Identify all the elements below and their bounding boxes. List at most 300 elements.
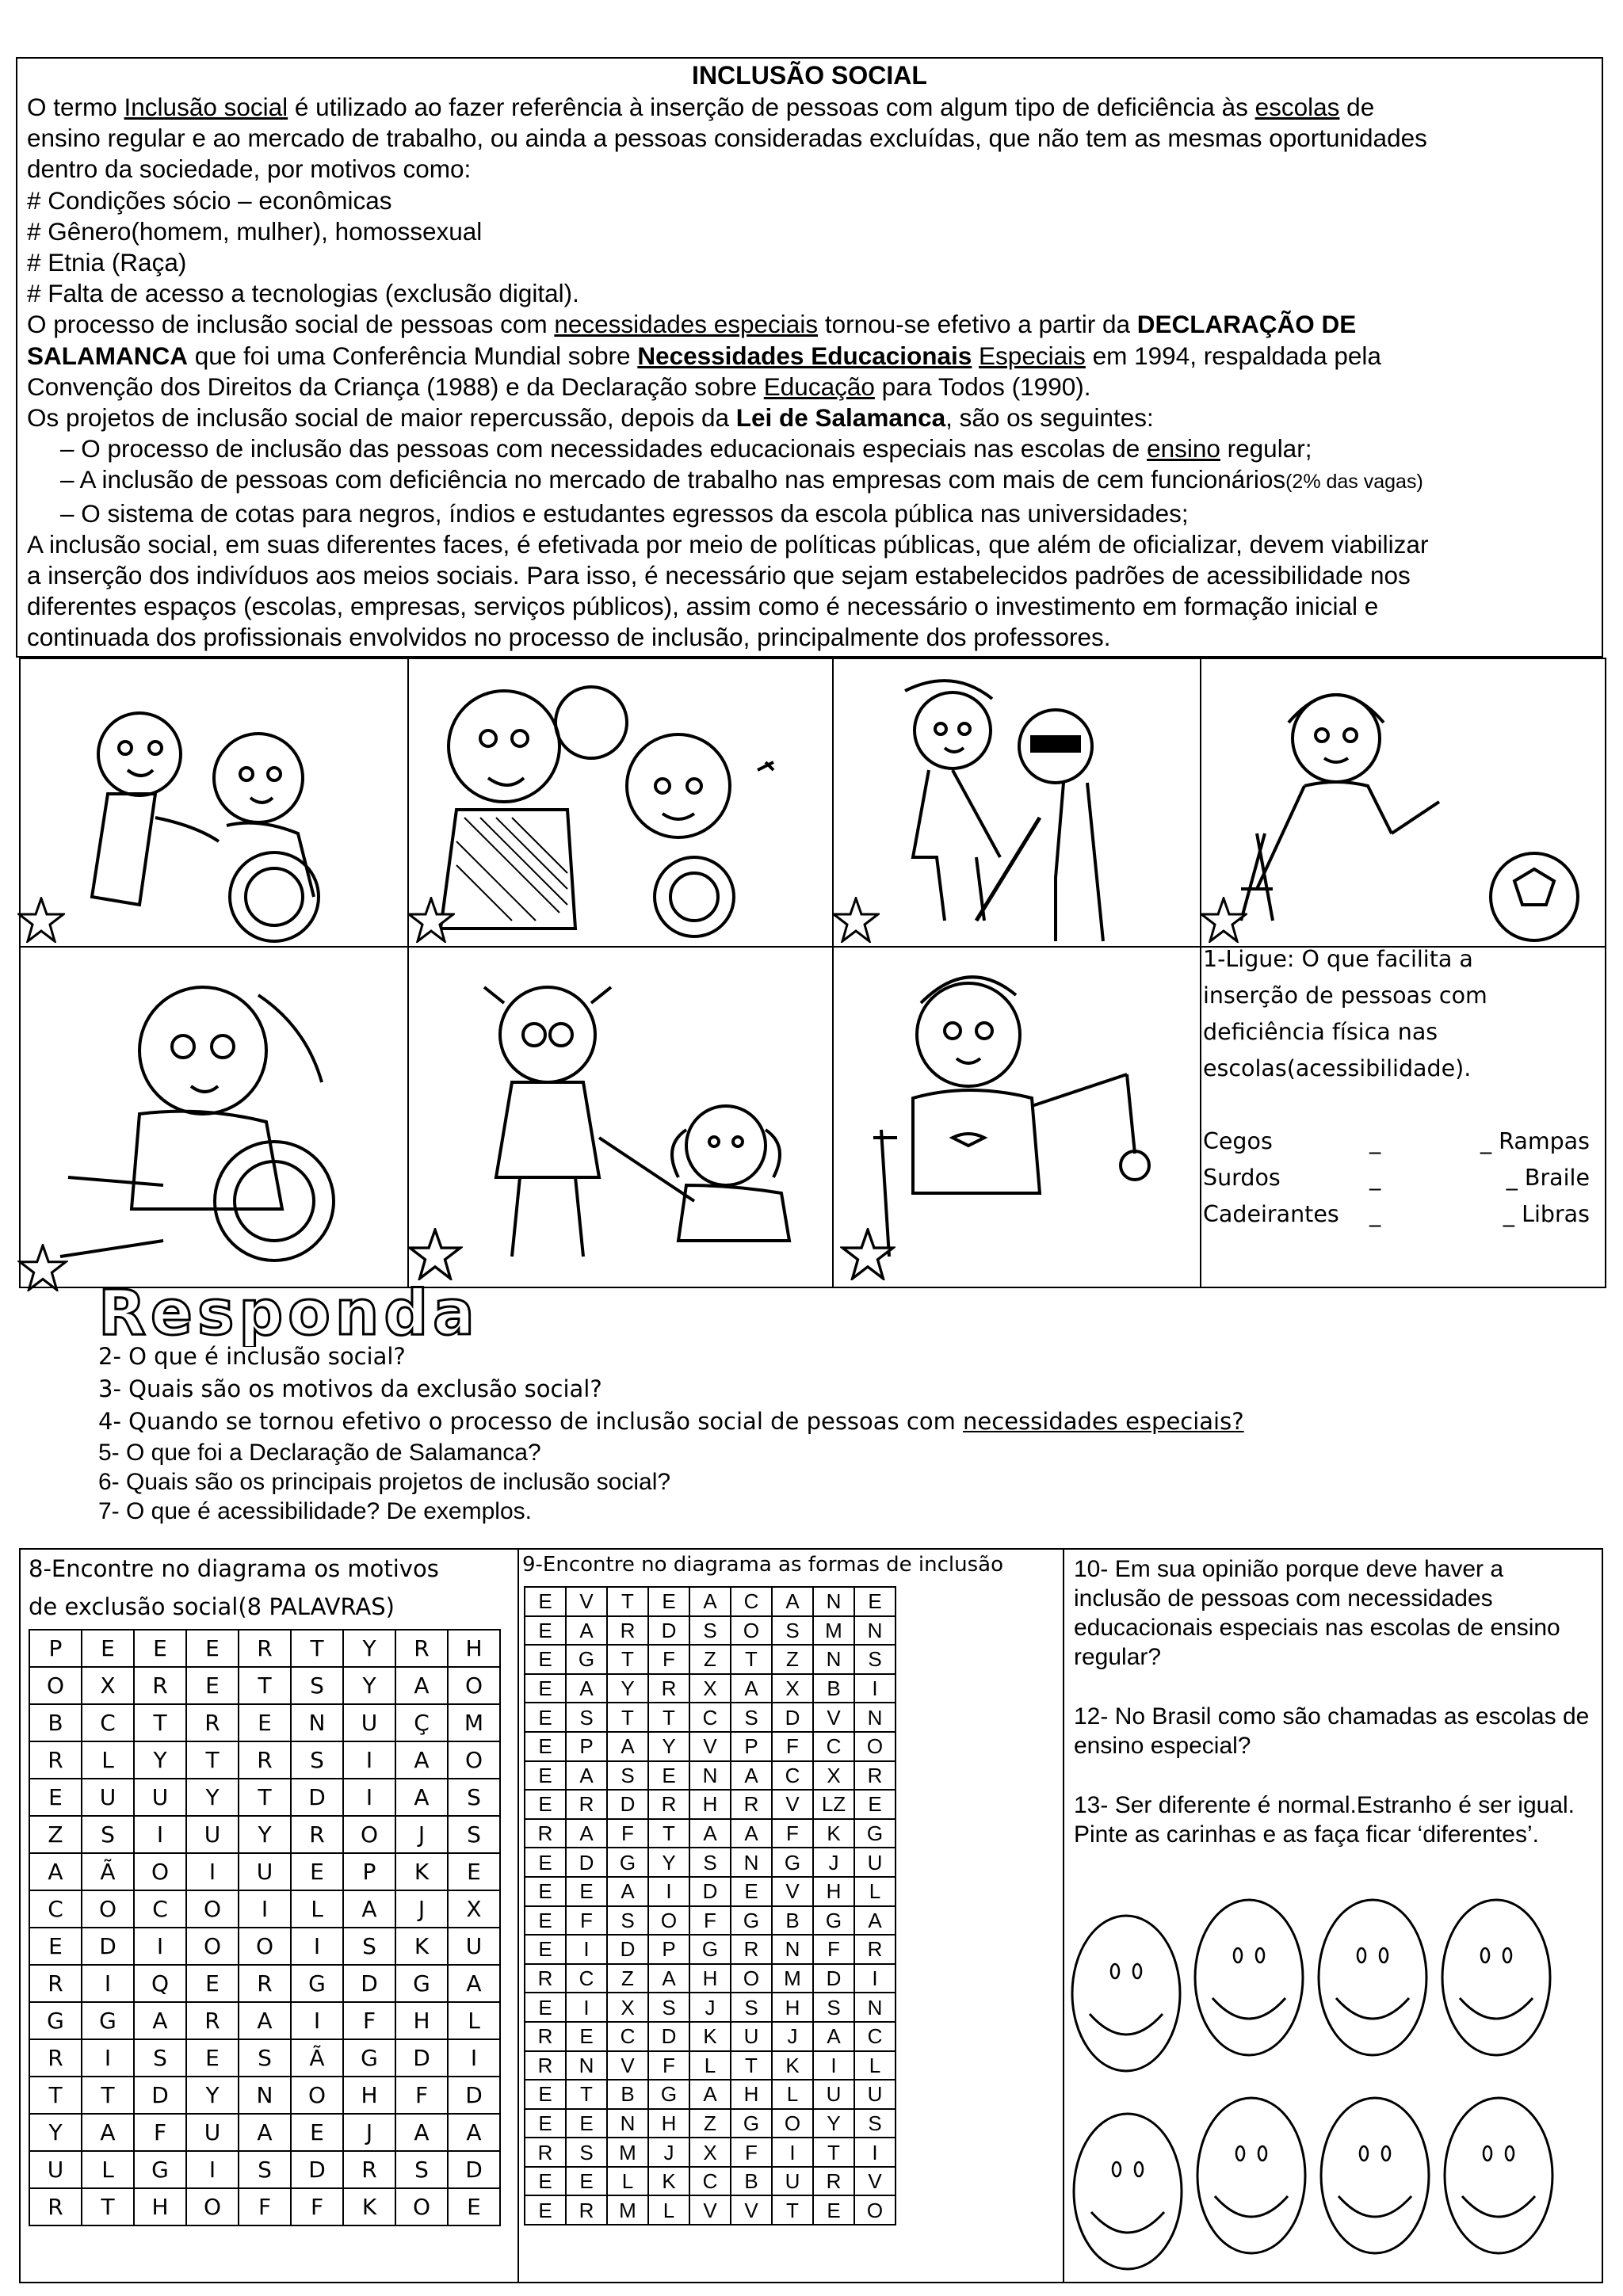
- grid-cell[interactable]: U: [448, 1928, 500, 1965]
- grid-cell[interactable]: J: [395, 1890, 448, 1928]
- grid-cell[interactable]: K: [648, 2167, 689, 2196]
- grid-cell[interactable]: C: [689, 1703, 731, 1732]
- grid-cell[interactable]: G: [343, 2039, 395, 2077]
- grid-cell[interactable]: A: [395, 1667, 448, 1704]
- grid-cell[interactable]: I: [566, 1935, 607, 1964]
- smiley-face[interactable]: [1319, 1900, 1426, 2055]
- grid-cell[interactable]: A: [29, 1853, 82, 1890]
- grid-cell[interactable]: M: [772, 1964, 813, 1993]
- grid-cell[interactable]: R: [607, 1616, 648, 1646]
- smiley-face[interactable]: [1195, 1900, 1303, 2055]
- grid-cell[interactable]: I: [343, 1741, 395, 1779]
- grid-cell[interactable]: A: [566, 1674, 607, 1703]
- grid-cell[interactable]: G: [689, 1935, 731, 1964]
- grid-cell[interactable]: D: [648, 2022, 689, 2051]
- match-row[interactable]: [1203, 1123, 1599, 1160]
- grid-cell[interactable]: Y: [134, 1741, 186, 1779]
- grid-cell[interactable]: F: [648, 1645, 689, 1674]
- grid-cell[interactable]: I: [566, 1993, 607, 2022]
- grid-cell[interactable]: N: [239, 2077, 291, 2114]
- grid-cell[interactable]: X: [82, 1667, 134, 1704]
- grid-cell[interactable]: Y: [607, 1674, 648, 1703]
- grid-cell[interactable]: T: [291, 1630, 343, 1667]
- grid-cell[interactable]: O: [448, 1741, 500, 1779]
- grid-cell[interactable]: L: [648, 2195, 689, 2225]
- grid-cell[interactable]: O: [772, 2109, 813, 2138]
- grid-cell[interactable]: C: [689, 2167, 731, 2196]
- grid-cell[interactable]: N: [566, 2051, 607, 2081]
- grid-cell[interactable]: B: [813, 1674, 854, 1703]
- grid-cell[interactable]: A: [689, 1587, 731, 1616]
- grid-cell[interactable]: R: [239, 1741, 291, 1779]
- grid-cell[interactable]: F: [607, 1819, 648, 1848]
- grid-cell[interactable]: I: [134, 1816, 186, 1853]
- grid-cell[interactable]: E: [82, 1630, 134, 1667]
- smiley-face[interactable]: [1197, 2098, 1305, 2253]
- grid-cell[interactable]: E: [134, 1630, 186, 1667]
- grid-cell[interactable]: L: [854, 2051, 896, 2081]
- grid-cell[interactable]: D: [291, 2151, 343, 2188]
- grid-cell[interactable]: L: [689, 2051, 731, 2081]
- grid-cell[interactable]: F: [395, 2077, 448, 2114]
- grid-cell[interactable]: U: [186, 1816, 239, 1853]
- grid-cell[interactable]: T: [134, 1704, 186, 1741]
- grid-cell[interactable]: Z: [689, 2109, 731, 2138]
- grid-cell[interactable]: P: [648, 1935, 689, 1964]
- grid-cell[interactable]: N: [854, 1993, 896, 2022]
- grid-cell[interactable]: G: [607, 1848, 648, 1877]
- grid-cell[interactable]: E: [648, 1761, 689, 1791]
- grid-cell[interactable]: I: [134, 1928, 186, 1965]
- grid-cell[interactable]: Y: [813, 2109, 854, 2138]
- match-row[interactable]: [1203, 1196, 1599, 1233]
- match-blank[interactable]: _: [1369, 1201, 1381, 1227]
- grid-cell[interactable]: N: [772, 1935, 813, 1964]
- grid-cell[interactable]: E: [291, 1853, 343, 1890]
- grid-cell[interactable]: F: [291, 2188, 343, 2225]
- grid-cell[interactable]: C: [566, 1964, 607, 1993]
- grid-cell[interactable]: R: [854, 1761, 896, 1791]
- grid-cell[interactable]: B: [731, 2167, 772, 2196]
- grid-cell[interactable]: Z: [689, 1645, 731, 1674]
- grid-cell[interactable]: S: [731, 1703, 772, 1732]
- grid-cell[interactable]: N: [854, 1703, 896, 1732]
- grid-cell[interactable]: G: [813, 1906, 854, 1936]
- grid-cell[interactable]: R: [854, 1935, 896, 1964]
- grid-cell[interactable]: P: [343, 1853, 395, 1890]
- grid-cell[interactable]: R: [566, 2195, 607, 2225]
- grid-cell[interactable]: Z: [772, 1645, 813, 1674]
- grid-cell[interactable]: E: [525, 2167, 566, 2196]
- grid-cell[interactable]: V: [813, 1703, 854, 1732]
- grid-cell[interactable]: V: [689, 1732, 731, 1761]
- grid-cell[interactable]: E: [566, 2167, 607, 2196]
- grid-cell[interactable]: R: [525, 1964, 566, 1993]
- link-especiais[interactable]: Especiais: [979, 341, 1086, 370]
- grid-cell[interactable]: K: [772, 2051, 813, 2081]
- grid-cell[interactable]: G: [731, 2109, 772, 2138]
- grid-cell[interactable]: R: [29, 1741, 82, 1779]
- grid-cell[interactable]: D: [291, 1779, 343, 1816]
- smiley-face[interactable]: [1442, 1900, 1550, 2055]
- grid-cell[interactable]: E: [525, 1935, 566, 1964]
- grid-cell[interactable]: E: [29, 1779, 82, 1816]
- grid-cell[interactable]: P: [29, 1630, 82, 1667]
- grid-cell[interactable]: T: [813, 2138, 854, 2167]
- grid-cell[interactable]: V: [607, 2051, 648, 2081]
- grid-cell[interactable]: U: [854, 1848, 896, 1877]
- grid-cell[interactable]: E: [525, 1848, 566, 1877]
- grid-cell[interactable]: S: [566, 1703, 607, 1732]
- grid-cell[interactable]: M: [813, 1616, 854, 1646]
- grid-cell[interactable]: A: [134, 2002, 186, 2039]
- grid-cell[interactable]: A: [607, 1877, 648, 1906]
- grid-cell[interactable]: S: [134, 2039, 186, 2077]
- grid-cell[interactable]: T: [82, 2077, 134, 2114]
- grid-cell[interactable]: D: [648, 1616, 689, 1646]
- grid-cell[interactable]: O: [648, 1906, 689, 1936]
- grid-cell[interactable]: R: [525, 2138, 566, 2167]
- grid-cell[interactable]: I: [854, 1674, 896, 1703]
- grid-cell[interactable]: S: [239, 2039, 291, 2077]
- grid-cell[interactable]: E: [291, 2114, 343, 2151]
- grid-cell[interactable]: O: [239, 1928, 291, 1965]
- grid-cell[interactable]: Ã: [291, 2039, 343, 2077]
- grid-cell[interactable]: A: [689, 2080, 731, 2109]
- grid-cell[interactable]: T: [239, 1779, 291, 1816]
- grid-cell[interactable]: E: [525, 1587, 566, 1616]
- grid-cell[interactable]: H: [813, 1877, 854, 1906]
- grid-cell[interactable]: A: [395, 1741, 448, 1779]
- grid-cell[interactable]: O: [82, 1890, 134, 1928]
- grid-cell[interactable]: T: [607, 1703, 648, 1732]
- grid-cell[interactable]: M: [607, 2138, 648, 2167]
- grid-cell[interactable]: H: [731, 2080, 772, 2109]
- grid-cell[interactable]: T: [607, 1587, 648, 1616]
- grid-cell[interactable]: J: [689, 1993, 731, 2022]
- grid-cell[interactable]: E: [525, 1906, 566, 1936]
- grid-cell[interactable]: J: [395, 1816, 448, 1853]
- grid-cell[interactable]: V: [854, 2167, 896, 2196]
- grid-cell[interactable]: A: [731, 1761, 772, 1791]
- grid-cell[interactable]: K: [395, 1928, 448, 1965]
- grid-cell[interactable]: R: [186, 1704, 239, 1741]
- grid-cell[interactable]: I: [291, 2002, 343, 2039]
- grid-cell[interactable]: F: [813, 1935, 854, 1964]
- grid-cell[interactable]: T: [29, 2077, 82, 2114]
- grid-cell[interactable]: H: [772, 1993, 813, 2022]
- grid-cell[interactable]: A: [566, 1616, 607, 1646]
- grid-cell[interactable]: A: [854, 1906, 896, 1936]
- grid-cell[interactable]: O: [448, 1667, 500, 1704]
- grid-cell[interactable]: A: [448, 2114, 500, 2151]
- grid-cell[interactable]: N: [731, 1848, 772, 1877]
- grid-cell[interactable]: R: [525, 1819, 566, 1848]
- grid-cell[interactable]: F: [772, 1732, 813, 1761]
- grid-cell[interactable]: E: [186, 1667, 239, 1704]
- grid-cell[interactable]: F: [566, 1906, 607, 1936]
- grid-cell[interactable]: E: [186, 1630, 239, 1667]
- grid-cell[interactable]: R: [239, 1630, 291, 1667]
- smiley-face[interactable]: [1072, 1916, 1180, 2071]
- grid-cell[interactable]: F: [689, 1906, 731, 1936]
- grid-cell[interactable]: S: [448, 1816, 500, 1853]
- grid-cell[interactable]: D: [772, 1703, 813, 1732]
- grid-cell[interactable]: D: [607, 1935, 648, 1964]
- grid-cell[interactable]: Ã: [82, 1853, 134, 1890]
- grid-cell[interactable]: E: [525, 1877, 566, 1906]
- grid-cell[interactable]: R: [29, 2188, 82, 2225]
- smiley-face[interactable]: [1074, 2114, 1182, 2269]
- grid-cell[interactable]: R: [29, 1965, 82, 2002]
- grid-cell[interactable]: C: [607, 2022, 648, 2051]
- grid-cell[interactable]: O: [186, 2188, 239, 2225]
- grid-cell[interactable]: F: [772, 1819, 813, 1848]
- grid-cell[interactable]: E: [648, 1587, 689, 1616]
- grid-cell[interactable]: C: [854, 2022, 896, 2051]
- link-inclusao-social[interactable]: Inclusão social: [124, 93, 288, 121]
- grid-cell[interactable]: K: [395, 1853, 448, 1890]
- grid-cell[interactable]: I: [82, 1965, 134, 2002]
- grid-cell[interactable]: B: [772, 1906, 813, 1936]
- grid-cell[interactable]: N: [291, 1704, 343, 1741]
- grid-cell[interactable]: U: [82, 1779, 134, 1816]
- grid-cell[interactable]: G: [82, 2002, 134, 2039]
- grid-cell[interactable]: R: [134, 1667, 186, 1704]
- match-row[interactable]: [1203, 1160, 1599, 1196]
- grid-cell[interactable]: Y: [186, 2077, 239, 2114]
- grid-cell[interactable]: Z: [29, 1816, 82, 1853]
- grid-cell[interactable]: R: [186, 2002, 239, 2039]
- grid-cell[interactable]: S: [689, 1616, 731, 1646]
- grid-cell[interactable]: Y: [29, 2114, 82, 2151]
- link-necessidades-especiais-q4[interactable]: necessidades especiais?: [963, 1408, 1244, 1435]
- grid-cell[interactable]: B: [29, 1704, 82, 1741]
- grid-cell[interactable]: S: [854, 2109, 896, 2138]
- grid-cell[interactable]: S: [343, 1928, 395, 1965]
- grid-cell[interactable]: E: [186, 2039, 239, 2077]
- grid-cell[interactable]: D: [395, 2039, 448, 2077]
- grid-cell[interactable]: A: [395, 2114, 448, 2151]
- grid-cell[interactable]: T: [607, 1645, 648, 1674]
- grid-cell[interactable]: E: [525, 1732, 566, 1761]
- link-educacao[interactable]: Educação: [763, 372, 875, 401]
- grid-cell[interactable]: O: [186, 1928, 239, 1965]
- link-escolas[interactable]: escolas: [1254, 93, 1340, 121]
- grid-cell[interactable]: R: [239, 1965, 291, 2002]
- grid-cell[interactable]: A: [731, 1819, 772, 1848]
- grid-cell[interactable]: T: [566, 2080, 607, 2109]
- grid-cell[interactable]: U: [343, 1704, 395, 1741]
- link-ensino[interactable]: ensino: [1147, 434, 1220, 463]
- grid-cell[interactable]: S: [82, 1816, 134, 1853]
- grid-cell[interactable]: A: [239, 2114, 291, 2151]
- grid-cell[interactable]: U: [813, 2080, 854, 2109]
- grid-cell[interactable]: E: [731, 1877, 772, 1906]
- grid-cell[interactable]: O: [29, 1667, 82, 1704]
- grid-cell[interactable]: A: [448, 1965, 500, 2002]
- grid-cell[interactable]: K: [689, 2022, 731, 2051]
- grid-cell[interactable]: X: [813, 1761, 854, 1791]
- grid-cell[interactable]: I: [186, 2151, 239, 2188]
- grid-cell[interactable]: Y: [343, 1667, 395, 1704]
- grid-cell[interactable]: X: [448, 1890, 500, 1928]
- smiley-face[interactable]: [1445, 2098, 1552, 2253]
- grid-cell[interactable]: O: [731, 1616, 772, 1646]
- grid-cell[interactable]: Z: [607, 1964, 648, 1993]
- grid-cell[interactable]: E: [813, 2195, 854, 2225]
- grid-cell[interactable]: S: [648, 1993, 689, 2022]
- grid-cell[interactable]: R: [291, 1816, 343, 1853]
- grid-cell[interactable]: O: [854, 1732, 896, 1761]
- grid-cell[interactable]: G: [854, 1819, 896, 1848]
- grid-cell[interactable]: A: [239, 2002, 291, 2039]
- grid-cell[interactable]: R: [343, 2151, 395, 2188]
- grid-cell[interactable]: Y: [186, 1779, 239, 1816]
- grid-cell[interactable]: P: [731, 1732, 772, 1761]
- grid-cell[interactable]: H: [648, 2109, 689, 2138]
- grid-cell[interactable]: U: [239, 1853, 291, 1890]
- grid-cell[interactable]: B: [607, 2080, 648, 2109]
- grid-cell[interactable]: U: [134, 1779, 186, 1816]
- grid-cell[interactable]: T: [731, 2051, 772, 2081]
- grid-cell[interactable]: E: [525, 1703, 566, 1732]
- grid-cell[interactable]: E: [525, 1674, 566, 1703]
- grid-cell[interactable]: F: [239, 2188, 291, 2225]
- grid-cell[interactable]: T: [186, 1741, 239, 1779]
- grid-cell[interactable]: E: [525, 2080, 566, 2109]
- grid-cell[interactable]: E: [525, 1790, 566, 1819]
- grid-cell[interactable]: A: [395, 1779, 448, 1816]
- grid-cell[interactable]: C: [29, 1890, 82, 1928]
- grid-cell[interactable]: I: [854, 2138, 896, 2167]
- grid-cell[interactable]: C: [134, 1890, 186, 1928]
- grid-cell[interactable]: D: [566, 1848, 607, 1877]
- grid-cell[interactable]: E: [525, 1616, 566, 1646]
- grid-cell[interactable]: X: [607, 1993, 648, 2022]
- grid-cell[interactable]: I: [854, 1964, 896, 1993]
- grid-cell[interactable]: A: [82, 2114, 134, 2151]
- grid-cell[interactable]: F: [731, 2138, 772, 2167]
- grid-cell[interactable]: M: [607, 2195, 648, 2225]
- grid-cell[interactable]: E: [566, 1877, 607, 1906]
- grid-cell[interactable]: A: [607, 1732, 648, 1761]
- grid-cell[interactable]: I: [186, 1853, 239, 1890]
- grid-cell[interactable]: E: [525, 1993, 566, 2022]
- grid-cell[interactable]: D: [134, 2077, 186, 2114]
- grid-cell[interactable]: I: [343, 1779, 395, 1816]
- grid-cell[interactable]: LZ: [813, 1790, 854, 1819]
- grid-cell[interactable]: X: [772, 1674, 813, 1703]
- grid-cell[interactable]: D: [689, 1877, 731, 1906]
- grid-cell[interactable]: D: [607, 1790, 648, 1819]
- match-blank[interactable]: _: [1369, 1128, 1381, 1154]
- grid-cell[interactable]: Ç: [395, 1704, 448, 1741]
- grid-cell[interactable]: U: [854, 2080, 896, 2109]
- grid-cell[interactable]: S: [689, 1848, 731, 1877]
- grid-cell[interactable]: H: [343, 2077, 395, 2114]
- grid-cell[interactable]: V: [772, 1790, 813, 1819]
- grid-cell[interactable]: E: [566, 2022, 607, 2051]
- grid-cell[interactable]: T: [648, 1819, 689, 1848]
- grid-cell[interactable]: C: [813, 1732, 854, 1761]
- grid-cell[interactable]: S: [731, 1993, 772, 2022]
- grid-cell[interactable]: D: [448, 2151, 500, 2188]
- grid-cell[interactable]: F: [343, 2002, 395, 2039]
- grid-cell[interactable]: L: [607, 2167, 648, 2196]
- grid-cell[interactable]: O: [343, 1816, 395, 1853]
- grid-cell[interactable]: T: [731, 1645, 772, 1674]
- link-necessidades-educacionais[interactable]: Necessidades Educacionais: [637, 341, 972, 370]
- grid-cell[interactable]: H: [448, 1630, 500, 1667]
- grid-cell[interactable]: G: [291, 1965, 343, 2002]
- grid-cell[interactable]: N: [813, 1645, 854, 1674]
- grid-cell[interactable]: I: [813, 2051, 854, 2081]
- grid-cell[interactable]: S: [813, 1993, 854, 2022]
- grid-cell[interactable]: S: [854, 1645, 896, 1674]
- grid-cell[interactable]: K: [813, 1819, 854, 1848]
- grid-cell[interactable]: S: [395, 2151, 448, 2188]
- grid-cell[interactable]: I: [291, 1928, 343, 1965]
- grid-cell[interactable]: Y: [648, 1848, 689, 1877]
- grid-cell[interactable]: E: [448, 2188, 500, 2225]
- grid-cell[interactable]: A: [566, 1819, 607, 1848]
- grid-cell[interactable]: S: [239, 2151, 291, 2188]
- grid-cell[interactable]: T: [648, 1703, 689, 1732]
- grid-cell[interactable]: R: [731, 1790, 772, 1819]
- grid-cell[interactable]: E: [854, 1790, 896, 1819]
- grid-cell[interactable]: G: [134, 2151, 186, 2188]
- grid-cell[interactable]: I: [239, 1890, 291, 1928]
- grid-cell[interactable]: O: [731, 1964, 772, 1993]
- grid-cell[interactable]: A: [648, 1964, 689, 1993]
- grid-cell[interactable]: S: [607, 1906, 648, 1936]
- grid-cell[interactable]: K: [343, 2188, 395, 2225]
- grid-cell[interactable]: H: [689, 1964, 731, 1993]
- grid-cell[interactable]: I: [448, 2039, 500, 2077]
- grid-cell[interactable]: R: [525, 2022, 566, 2051]
- grid-cell[interactable]: E: [525, 2109, 566, 2138]
- grid-cell[interactable]: Q: [134, 1965, 186, 2002]
- grid-cell[interactable]: A: [772, 1587, 813, 1616]
- link-necessidades-especiais[interactable]: necessidades especiais: [554, 310, 819, 339]
- grid-cell[interactable]: N: [813, 1587, 854, 1616]
- grid-cell[interactable]: R: [566, 1790, 607, 1819]
- smiley-face[interactable]: [1321, 2098, 1429, 2253]
- grid-cell[interactable]: U: [731, 2022, 772, 2051]
- grid-cell[interactable]: L: [854, 1877, 896, 1906]
- grid-cell[interactable]: F: [648, 2051, 689, 2081]
- grid-cell[interactable]: I: [648, 1877, 689, 1906]
- grid-cell[interactable]: T: [82, 2188, 134, 2225]
- grid-cell[interactable]: E: [566, 2109, 607, 2138]
- grid-cell[interactable]: I: [82, 2039, 134, 2077]
- grid-cell[interactable]: R: [525, 2051, 566, 2081]
- grid-cell[interactable]: E: [448, 1853, 500, 1890]
- grid-cell[interactable]: E: [186, 1965, 239, 2002]
- grid-cell[interactable]: R: [29, 2039, 82, 2077]
- grid-cell[interactable]: C: [731, 1587, 772, 1616]
- grid-cell[interactable]: D: [343, 1965, 395, 2002]
- grid-cell[interactable]: L: [291, 1890, 343, 1928]
- grid-cell[interactable]: Y: [648, 1732, 689, 1761]
- grid-cell[interactable]: Y: [343, 1630, 395, 1667]
- grid-cell[interactable]: J: [772, 2022, 813, 2051]
- grid-cell[interactable]: L: [772, 2080, 813, 2109]
- grid-cell[interactable]: D: [813, 1964, 854, 1993]
- grid-cell[interactable]: V: [731, 2195, 772, 2225]
- grid-cell[interactable]: H: [689, 1790, 731, 1819]
